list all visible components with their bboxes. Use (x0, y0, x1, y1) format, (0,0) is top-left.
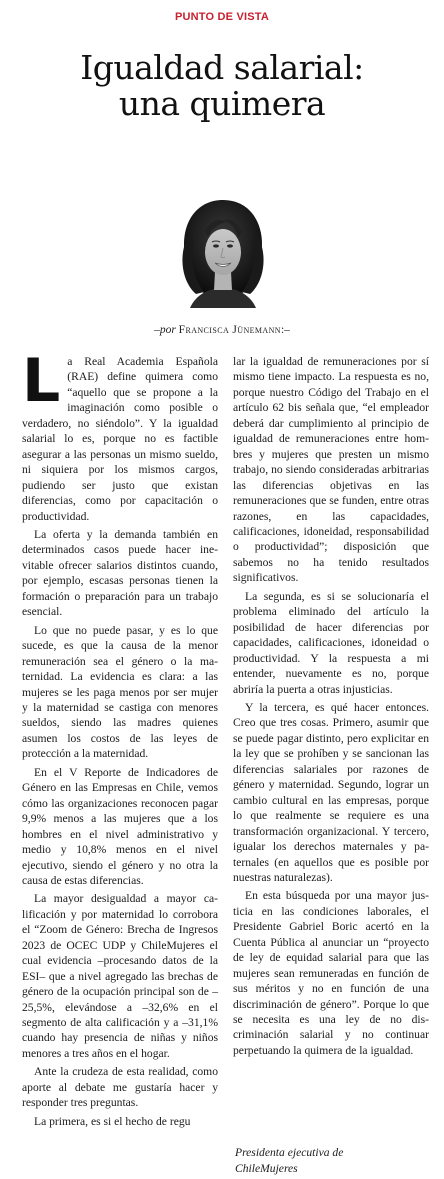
article-paragraph: En el V Reporte de Indicadores de Género en las Empresas en Chile, vemos cómo las organizaciones reconocen pagar 9,9% menos a las mujeres que a los hombres en el nivel administrativo y medio y 10,8% menos en el nivel ejecutivo, siendo el género y no otra la causa de estas diferencias. (22, 765, 218, 887)
article-paragraph: La mayor desigualdad a mayor calificación y por maternidad lo corrobora el “Zoom de Género: Brecha de Ingresos 2023 de OCEC UDP y ChileMujeres el cual evidencia –procesando datos de la ESI– que a nivel agregado las brechas de género de la ocupación principal son de –25,5%, elevándose a –32,6% en el segmento de alta calificación y a –31,1% cuando hay presencia de niñas y niños menores a tres años en el hogar. (22, 892, 218, 1060)
article-paragraph: Y la tercera, es qué hacer entonces. Creo que tres cosas. Primero, asumir que se puede pagar distinto, pero explicitar en la ley que se prohíben y se sancionan las diferencias salariales por razones de género y maternidad. Segundo, lograr un cambio cultural en las empresas, porque lo que realmente se requiere es una transformación organizacional. Y tercero, igualar los derechos maternales y paternales (en aquellos que es posible por nuestras naturalezas). (233, 700, 429, 884)
byline-author: Francisca Jünemann (178, 324, 281, 336)
author-credit (235, 1145, 425, 1176)
article-paragraph: La oferta y la demanda también en determinados casos puede hacer inevitable ofrecer salarios distintos cuando, por ejemplo, escasas personas tienen la formación o preparación para un trabajo esencial. (22, 527, 218, 619)
article-paragraph: La segunda, es si se solucionaría el problema eliminado del artículo la posibilidad de hacer diferencias por capacidades, calificaciones, idoneidad o productividad. Y la respuesta a mi entender, nuevamente es no, porque abriría la puerta a otras injusticias. (233, 589, 429, 696)
article-paragraph: La Real Academia Española (RAE) define quimera como “aquello que se propone a la imaginación como posible o verdadero, no siéndolo”. Y la igualdad salarial lo es, porque no es factible asegurar a las personas un mismo sueldo, ni siquiera por los mismos cargos, pudiendo ser justo que existan diferencias, como por capacitación o productividad. (22, 346, 218, 523)
article-paragraph: lar la igualdad de remuneraciones por sí mismo tiene impacto. La respuesta es no, porque nuestro Código del Trabajo en el artículo 62 bis señala que, “el empleador deberá dar cumplimiento al principio de igualdad de remuneraciones entre hombres y mujeres que presten un mismo trabajo, no siendo consideradas arbitrarias las diferencias objetivas en las remuneraciones que se funden, entre otras razones, en las capacidades, calificaciones, idoneidad, responsabilidad o productividad”; disposición que sabemos no ha tenido resultados significativos. (233, 355, 429, 585)
article-paragraph: Lo que no puede pasar, y es lo que sucede, es que la causa de la menor remuneración sea el género o la maternidad. La evidencia es clara: a las mujeres se les paga menos por ser mujer y la maternidad se castiga con menores sueldos, siendo las madres quienes asumen los costos de las leyes de protección a la maternidad. (22, 623, 218, 761)
headline-line-1: Igualdad salarial: (80, 48, 364, 87)
drop-cap: L (22, 346, 61, 416)
section-kicker: PUNTO DE VISTA (174, 11, 270, 23)
headline-line-2: una quimera (118, 84, 326, 123)
byline (0, 324, 444, 336)
byline-prefix: –por (154, 324, 176, 336)
article-paragraph: La primera, es si el hecho de regu (34, 1114, 191, 1128)
article-paragraph: Ante la crudeza de esta realidad, como aporte al debate me gustaría hacer y responder tres preguntas. (22, 1065, 218, 1110)
headline (0, 50, 444, 122)
credit-org: ChileMujeres (235, 1161, 298, 1175)
article-column-left (22, 346, 218, 1132)
article-column-right (233, 354, 429, 1061)
article-paragraph: En esta búsqueda por una mayor justicia en las condiciones laborales, el Presidente Gabriel Boric acertó en la Cuenta Pública al anunciar un “proyecto de ley de equidad salarial para que las mujeres sean remuneradas en función de sus méritos y no en función de una discriminación de género”. Porque lo que se necesita es una ley de no discriminación salarial y no continuar perpetuando la quimera de la igualdad. (233, 889, 429, 1057)
byline-suffix: :– (280, 324, 290, 336)
credit-role: Presidenta ejecutiva de (235, 1146, 344, 1159)
author-portrait (174, 196, 272, 308)
